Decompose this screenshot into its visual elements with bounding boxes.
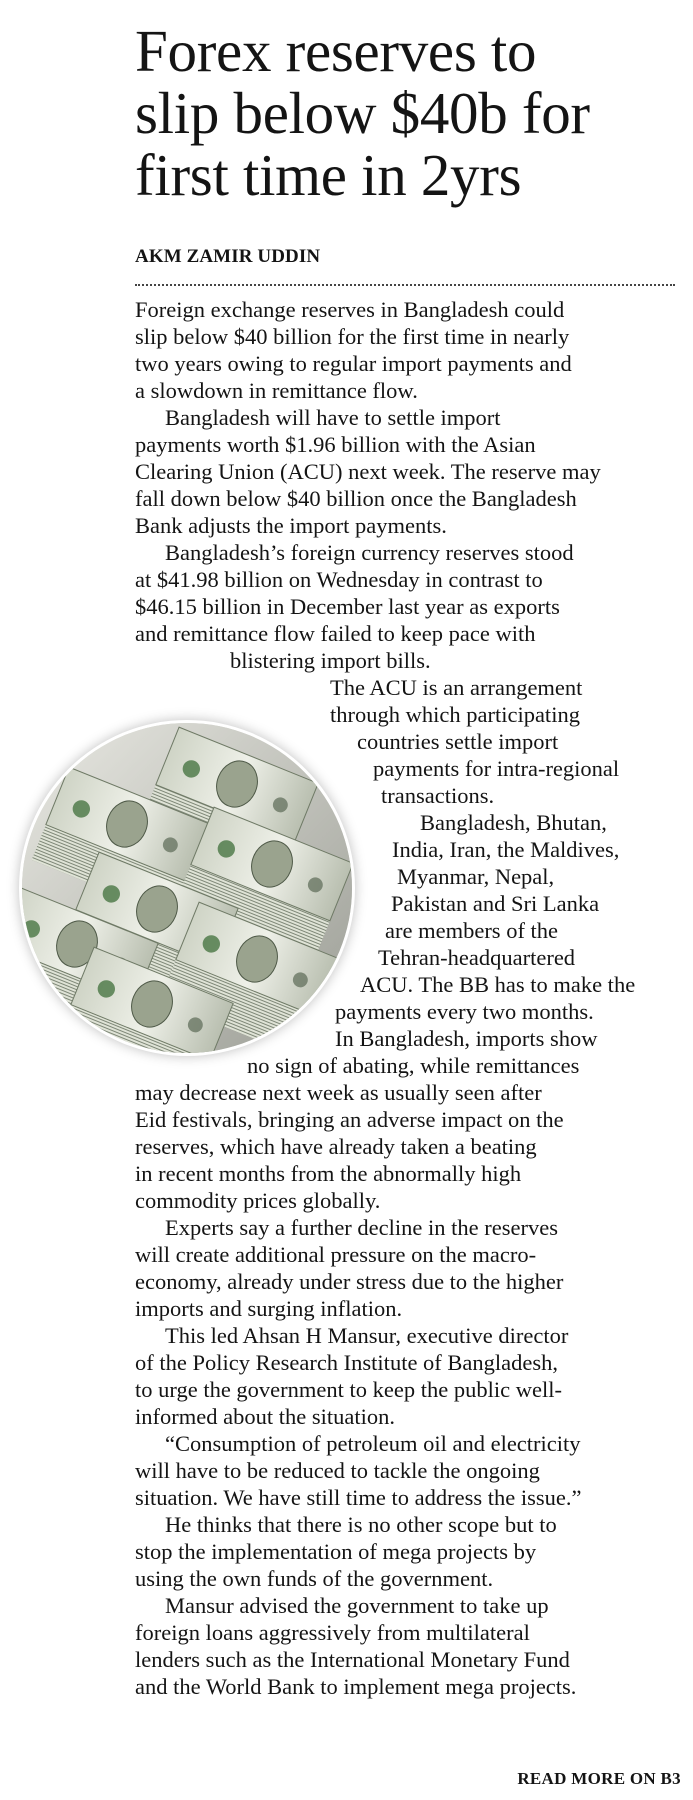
article-line: In Bangladesh, imports show	[335, 1026, 598, 1051]
article-line: and remittance flow failed to keep pace with	[135, 621, 536, 646]
headline-line: first time in 2yrs	[135, 142, 522, 208]
article-line: in recent months from the abnormally high	[135, 1161, 522, 1186]
article-line: Pakistan and Sri Lanka	[391, 891, 600, 916]
article-line: countries settle import	[357, 729, 559, 754]
article-line: transactions.	[381, 783, 495, 808]
dollar-stacks-photo	[22, 723, 352, 1053]
article-line: Tehran-headquartered	[378, 945, 576, 970]
dotted-divider	[135, 284, 675, 286]
article-line: fall down below $40 billion once the Bangladesh	[135, 486, 577, 511]
read-more-link[interactable]: READ MORE ON B3	[517, 1769, 681, 1788]
article-line: ACU. The BB has to make the	[360, 972, 636, 997]
article-line: Experts say a further decline in the reserves	[165, 1215, 558, 1240]
article-line: imports and surging inflation.	[135, 1296, 403, 1321]
article-line: no sign of abating, while remittances	[247, 1053, 580, 1078]
article-line: blistering import bills.	[230, 648, 431, 673]
article-line: foreign loans aggressively from multilateral	[135, 1620, 530, 1645]
article-line: payments every two months.	[335, 999, 594, 1024]
article-line: to urge the government to keep the public well-	[135, 1377, 562, 1402]
article-line: slip below $40 billion for the first time in nearly	[135, 324, 570, 349]
article-line: payments worth $1.96 billion with the Asian	[135, 432, 536, 457]
article-line: stop the implementation of mega projects by	[135, 1539, 537, 1564]
article-line: at $41.98 billion on Wednesday in contrast to	[135, 567, 543, 592]
article-line: informed about the situation.	[135, 1404, 395, 1429]
headline-line: Forex reserves to	[135, 18, 537, 84]
article-line: “Consumption of petroleum oil and electricity	[165, 1431, 581, 1456]
article-line: He thinks that there is no other scope but to	[165, 1512, 557, 1537]
article-line: Bangladesh, Bhutan,	[420, 810, 607, 835]
article-line: are members of the	[385, 918, 559, 943]
article-line: situation. We have still time to address the issue.”	[135, 1485, 582, 1510]
article-line: and the World Bank to implement mega projects.	[135, 1674, 577, 1699]
article-line: through which participating	[330, 702, 580, 727]
article-line: will have to be reduced to tackle the ongoing	[135, 1458, 540, 1483]
article-line: $46.15 billion in December last year as exports	[135, 594, 560, 619]
article-line: Bank adjusts the import payments.	[135, 513, 447, 538]
article-line: a slowdown in remittance flow.	[135, 378, 418, 403]
article-line: using the own funds of the government.	[135, 1566, 494, 1591]
article-line: lenders such as the International Monetary Fund	[135, 1647, 570, 1672]
article-line: The ACU is an arrangement	[330, 675, 583, 700]
article-line: economy, already under stress due to the higher	[135, 1269, 564, 1294]
article-line: Myanmar, Nepal,	[397, 864, 555, 889]
article-line: Bangladesh’s foreign currency reserves stood	[165, 540, 574, 565]
article-line: reserves, which have already taken a beating	[135, 1134, 537, 1159]
article-line: India, Iran, the Maldives,	[392, 837, 620, 862]
article-line: Mansur advised the government to take up	[165, 1593, 549, 1618]
article-line: payments for intra-regional	[373, 756, 620, 781]
article-line: two years owing to regular import payments and	[135, 351, 572, 376]
byline: AKM ZAMIR UDDIN	[135, 246, 321, 267]
article-line: Eid festivals, bringing an adverse impact on the	[135, 1107, 564, 1132]
article-line: Clearing Union (ACU) next week. The reserve may	[135, 459, 601, 484]
dollar-stacks-illustration	[22, 723, 352, 1053]
article-line: of the Policy Research Institute of Bangladesh,	[135, 1350, 559, 1375]
headline-line: slip below $40b for	[135, 80, 590, 146]
article-line: may decrease next week as usually seen after	[135, 1080, 542, 1105]
headline	[135, 20, 693, 206]
article-line: commodity prices globally.	[135, 1188, 381, 1213]
article-line: Foreign exchange reserves in Bangladesh could	[135, 297, 565, 322]
article-line: Bangladesh will have to settle import	[165, 405, 501, 430]
article-line: will create additional pressure on the macro-	[135, 1242, 537, 1267]
article-line: This led Ahsan H Mansur, executive director	[165, 1323, 569, 1348]
